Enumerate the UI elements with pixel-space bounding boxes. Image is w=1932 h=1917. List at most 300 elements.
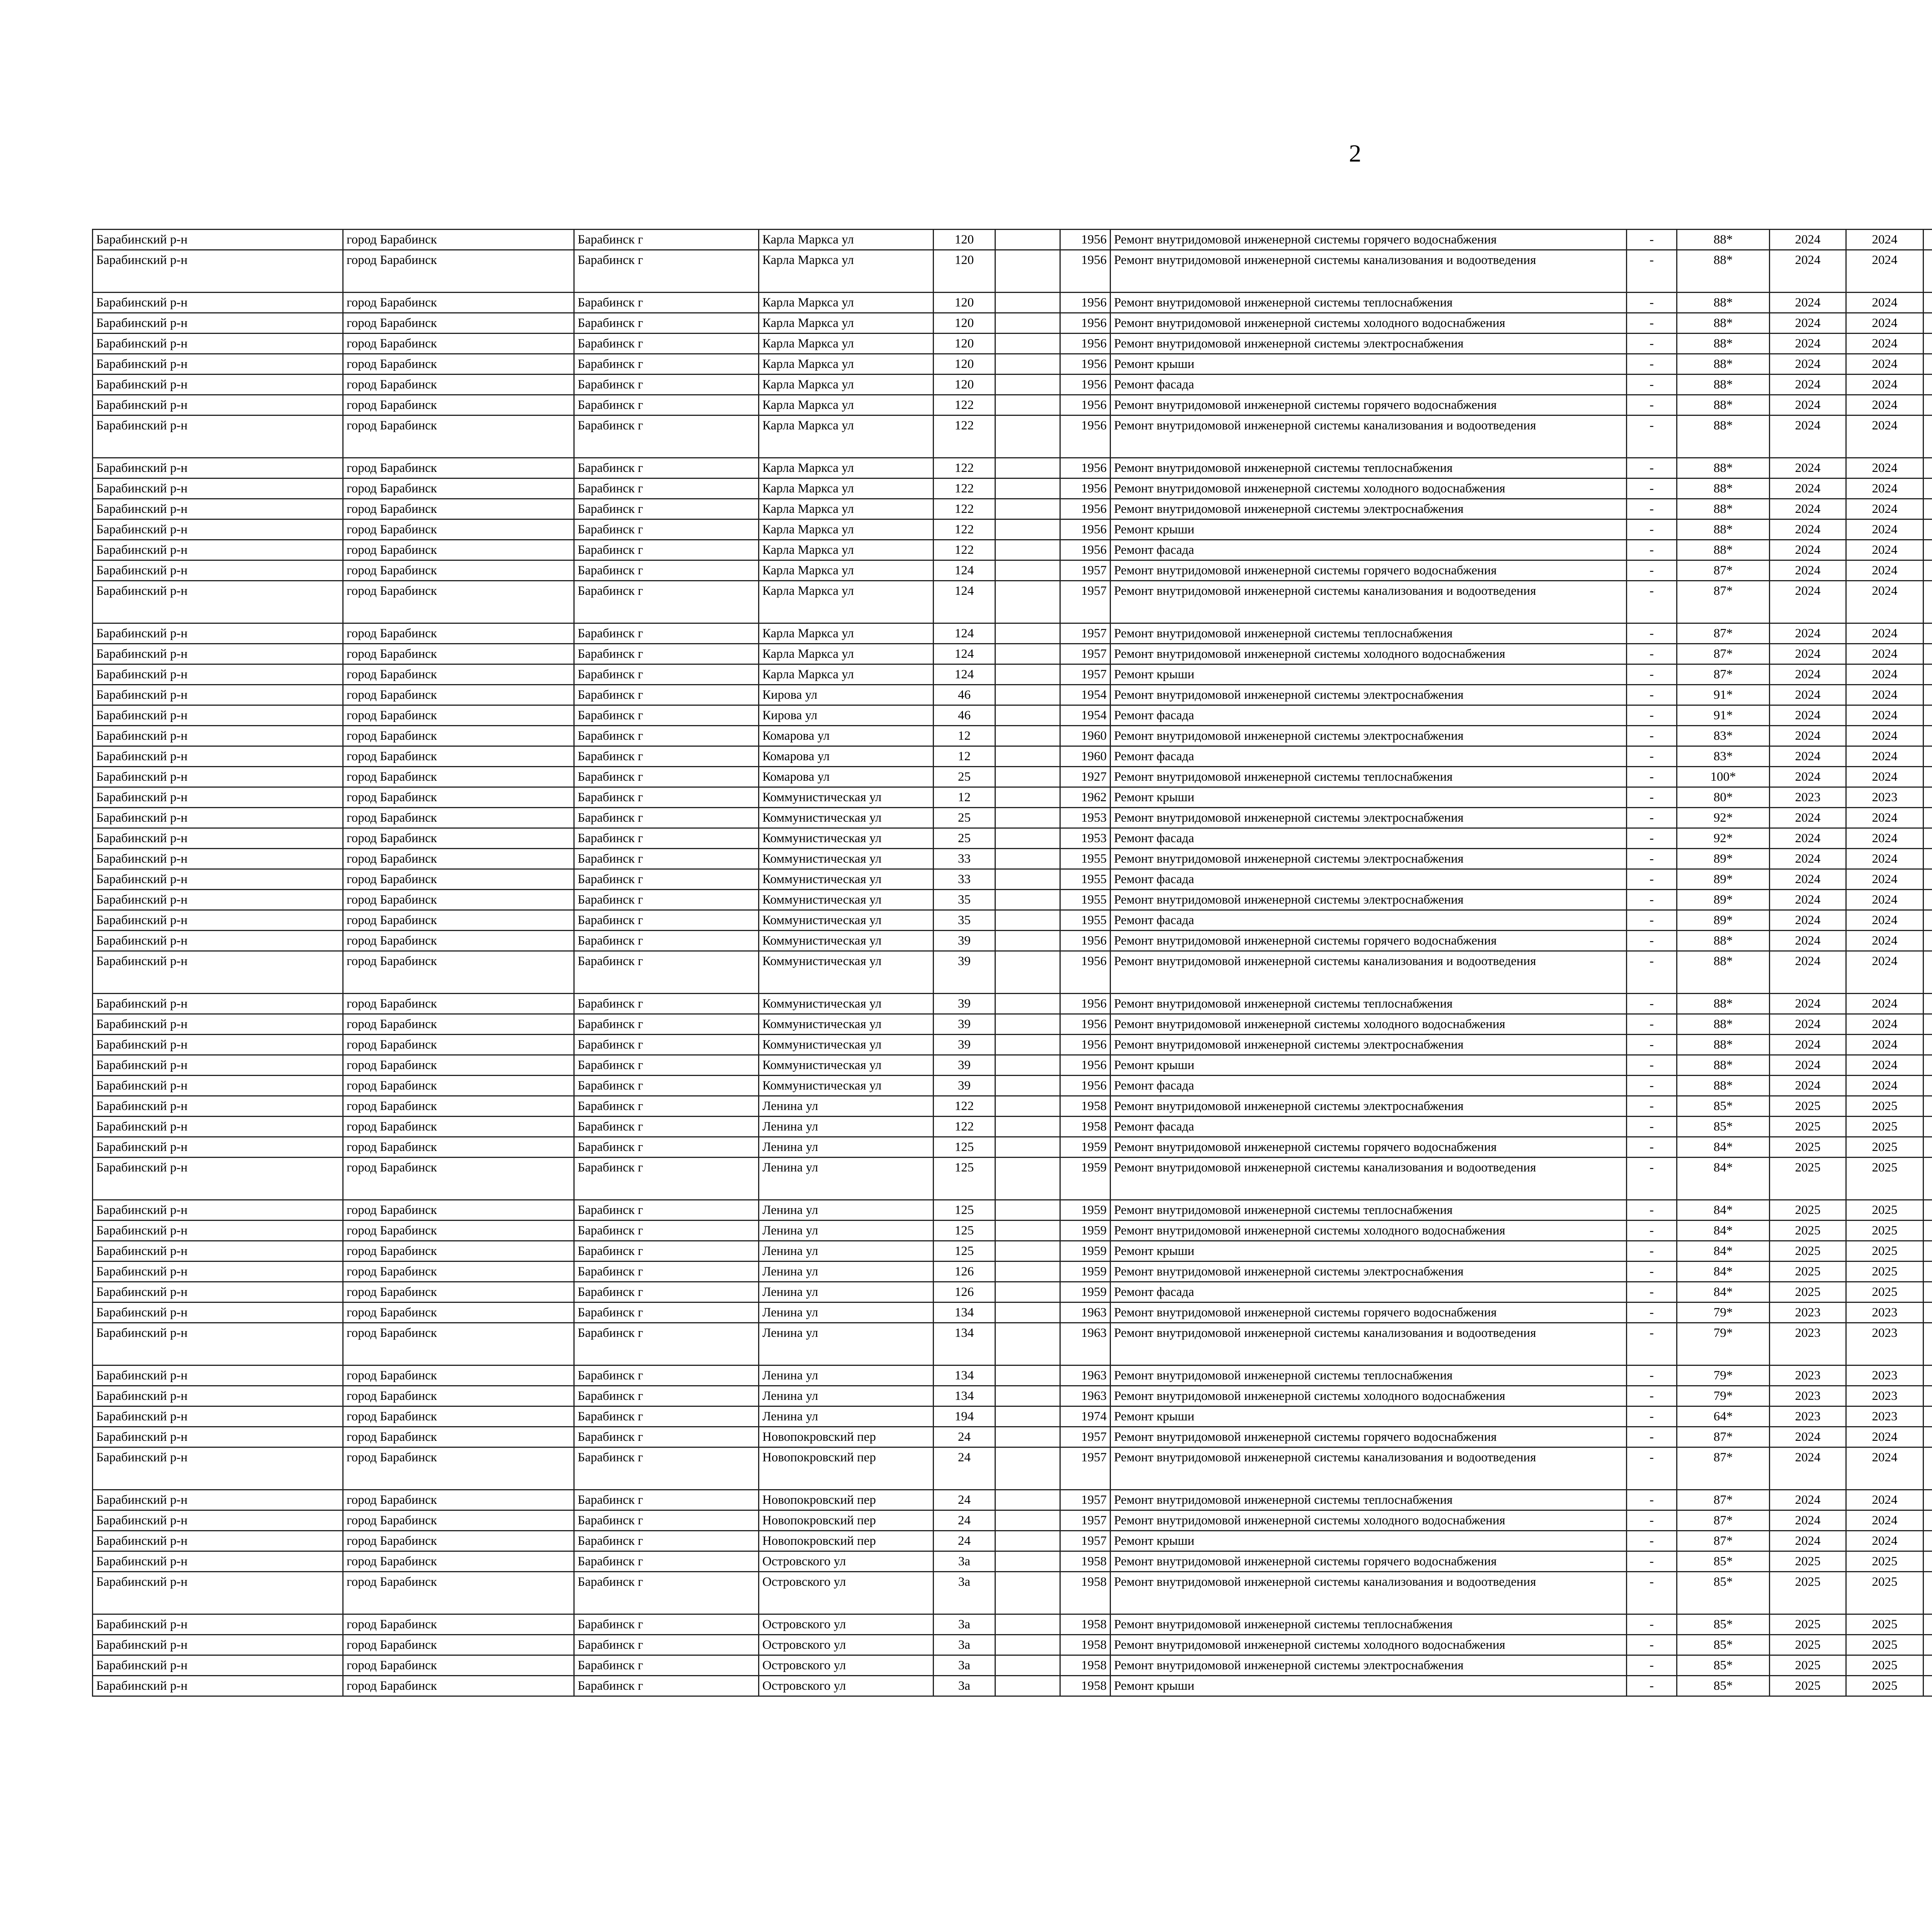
municipality-cell: город Барабинск bbox=[343, 705, 574, 726]
municipality-cell: город Барабинск bbox=[343, 664, 574, 685]
plan-year-start-cell: 2024 bbox=[1770, 334, 1846, 354]
district-cell: Барабинский р-н bbox=[93, 1676, 343, 1696]
table-row bbox=[93, 375, 1932, 395]
street-cell: Коммунистическая ул bbox=[759, 1035, 934, 1055]
dash-cell-cell: - bbox=[1627, 458, 1677, 478]
settlement-cell: Барабинск г bbox=[574, 828, 759, 849]
district-cell: Барабинский р-н bbox=[93, 1014, 343, 1035]
house-number-cell: 39 bbox=[934, 1055, 995, 1076]
settlement-cell: Барабинск г bbox=[574, 1386, 759, 1406]
year-built-cell: 1963 bbox=[1060, 1323, 1111, 1365]
house-number-cell: 12 bbox=[934, 746, 995, 767]
municipality-cell: город Барабинск bbox=[343, 1510, 574, 1531]
house-letter-cell bbox=[995, 726, 1060, 746]
plan-year-start-cell: 2024 bbox=[1770, 951, 1846, 994]
year-built-cell: 1959 bbox=[1060, 1221, 1111, 1241]
plan-year-start-cell: 2024 bbox=[1770, 230, 1846, 250]
house-letter-cell bbox=[995, 1221, 1060, 1241]
settlement-cell: Барабинск г bbox=[574, 808, 759, 828]
work-type-cell: Ремонт крыши bbox=[1111, 1055, 1627, 1076]
district-cell: Барабинский р-н bbox=[93, 1323, 343, 1365]
wear-percent-cell: 88* bbox=[1677, 1055, 1770, 1076]
plan-year-start-cell: 2024 bbox=[1770, 808, 1846, 828]
settlement-cell: Барабинск г bbox=[574, 1282, 759, 1302]
year-built-cell: 1957 bbox=[1060, 1447, 1111, 1490]
wear-percent-cell: 85* bbox=[1677, 1614, 1770, 1635]
municipality-cell: город Барабинск bbox=[343, 644, 574, 664]
district-cell: Барабинский р-н bbox=[93, 1282, 343, 1302]
cost-total-cell bbox=[1923, 849, 1932, 869]
settlement-cell: Барабинск г bbox=[574, 499, 759, 519]
house-number-cell: 39 bbox=[934, 1076, 995, 1096]
house-letter-cell bbox=[995, 1055, 1060, 1076]
house-number-cell: 35 bbox=[934, 910, 995, 931]
house-letter-cell bbox=[995, 1241, 1060, 1262]
year-built-cell: 1958 bbox=[1060, 1096, 1111, 1117]
plan-year-end-cell: 2024 bbox=[1846, 581, 1923, 623]
plan-year-start-cell: 2024 bbox=[1770, 1490, 1846, 1510]
house-letter-cell bbox=[995, 1551, 1060, 1572]
street-cell: Карла Маркса ул bbox=[759, 354, 934, 375]
house-letter-cell bbox=[995, 1655, 1060, 1676]
year-built-cell: 1959 bbox=[1060, 1241, 1111, 1262]
plan-year-start-cell: 2024 bbox=[1770, 931, 1846, 951]
work-type-cell: Ремонт внутридомовой инженерной системы теплоснабжения bbox=[1111, 767, 1627, 787]
plan-year-start-cell: 2024 bbox=[1770, 293, 1846, 313]
street-cell: Новопокровский пер bbox=[759, 1510, 934, 1531]
plan-year-start-cell: 2024 bbox=[1770, 910, 1846, 931]
cost-total-cell bbox=[1923, 685, 1932, 705]
street-cell: Новопокровский пер bbox=[759, 1427, 934, 1447]
plan-year-end-cell: 2024 bbox=[1846, 705, 1923, 726]
district-cell: Барабинский р-н bbox=[93, 540, 343, 560]
plan-year-end-cell: 2024 bbox=[1846, 1076, 1923, 1096]
wear-percent-cell: 79* bbox=[1677, 1365, 1770, 1386]
year-built-cell: 1959 bbox=[1060, 1282, 1111, 1302]
settlement-cell: Барабинск г bbox=[574, 1531, 759, 1551]
work-type-cell: Ремонт внутридомовой инженерной системы горячего водоснабжения bbox=[1111, 1427, 1627, 1447]
dash-cell-cell: - bbox=[1627, 1655, 1677, 1676]
wear-percent-cell: 88* bbox=[1677, 1035, 1770, 1055]
cost-total-cell bbox=[1923, 1614, 1932, 1635]
plan-year-start-cell: 2024 bbox=[1770, 1014, 1846, 1035]
municipality-cell: город Барабинск bbox=[343, 230, 574, 250]
municipality-cell: город Барабинск bbox=[343, 1614, 574, 1635]
work-type-cell: Ремонт внутридомовой инженерной системы электроснабжения bbox=[1111, 1655, 1627, 1676]
year-built-cell: 1958 bbox=[1060, 1614, 1111, 1635]
municipality-cell: город Барабинск bbox=[343, 581, 574, 623]
dash-cell-cell: - bbox=[1627, 1158, 1677, 1200]
work-type-cell: Ремонт внутридомовой инженерной системы канализования и водоотведения bbox=[1111, 951, 1627, 994]
district-cell: Барабинский р-н bbox=[93, 1241, 343, 1262]
table-row bbox=[93, 994, 1932, 1014]
street-cell: Комарова ул bbox=[759, 767, 934, 787]
dash-cell-cell: - bbox=[1627, 313, 1677, 334]
house-letter-cell bbox=[995, 1386, 1060, 1406]
dash-cell-cell: - bbox=[1627, 478, 1677, 499]
house-number-cell: 122 bbox=[934, 458, 995, 478]
cost-total-cell bbox=[1923, 458, 1932, 478]
plan-year-end-cell: 2025 bbox=[1846, 1137, 1923, 1158]
house-letter-cell bbox=[995, 519, 1060, 540]
house-letter-cell bbox=[995, 540, 1060, 560]
district-cell: Барабинский р-н bbox=[93, 560, 343, 581]
work-type-cell: Ремонт внутридомовой инженерной системы электроснабжения bbox=[1111, 334, 1627, 354]
house-number-cell: 122 bbox=[934, 519, 995, 540]
year-built-cell: 1958 bbox=[1060, 1655, 1111, 1676]
year-built-cell: 1957 bbox=[1060, 1531, 1111, 1551]
house-number-cell: 120 bbox=[934, 375, 995, 395]
street-cell: Островского ул bbox=[759, 1572, 934, 1614]
house-letter-cell bbox=[995, 685, 1060, 705]
dash-cell-cell: - bbox=[1627, 1262, 1677, 1282]
work-type-cell: Ремонт внутридомовой инженерной системы канализования и водоотведения bbox=[1111, 1447, 1627, 1490]
plan-year-start-cell: 2024 bbox=[1770, 499, 1846, 519]
work-type-cell: Ремонт внутридомовой инженерной системы теплоснабжения bbox=[1111, 293, 1627, 313]
table-row bbox=[93, 787, 1932, 808]
plan-year-start-cell: 2024 bbox=[1770, 746, 1846, 767]
municipality-cell: город Барабинск bbox=[343, 1572, 574, 1614]
district-cell: Барабинский р-н bbox=[93, 375, 343, 395]
cost-total-cell bbox=[1923, 560, 1932, 581]
house-number-cell: 120 bbox=[934, 354, 995, 375]
cost-total-cell bbox=[1923, 1055, 1932, 1076]
street-cell: Островского ул bbox=[759, 1635, 934, 1655]
street-cell: Ленина ул bbox=[759, 1096, 934, 1117]
table-row bbox=[93, 1510, 1932, 1531]
house-letter-cell bbox=[995, 910, 1060, 931]
wear-percent-cell: 87* bbox=[1677, 644, 1770, 664]
district-cell: Барабинский р-н bbox=[93, 230, 343, 250]
year-built-cell: 1974 bbox=[1060, 1406, 1111, 1427]
house-number-cell: 39 bbox=[934, 931, 995, 951]
street-cell: Карла Маркса ул bbox=[759, 458, 934, 478]
settlement-cell: Барабинск г bbox=[574, 1137, 759, 1158]
house-letter-cell bbox=[995, 560, 1060, 581]
house-letter-cell bbox=[995, 293, 1060, 313]
cost-total-cell bbox=[1923, 787, 1932, 808]
year-built-cell: 1956 bbox=[1060, 375, 1111, 395]
table-row bbox=[93, 1635, 1932, 1655]
street-cell: Коммунистическая ул bbox=[759, 994, 934, 1014]
plan-year-end-cell: 2024 bbox=[1846, 623, 1923, 644]
dash-cell-cell: - bbox=[1627, 664, 1677, 685]
dash-cell-cell: - bbox=[1627, 869, 1677, 890]
plan-year-start-cell: 2024 bbox=[1770, 869, 1846, 890]
house-letter-cell bbox=[995, 313, 1060, 334]
year-built-cell: 1957 bbox=[1060, 560, 1111, 581]
plan-year-end-cell: 2023 bbox=[1846, 787, 1923, 808]
cost-total-cell bbox=[1923, 828, 1932, 849]
wear-percent-cell: 88* bbox=[1677, 1076, 1770, 1096]
wear-percent-cell: 79* bbox=[1677, 1302, 1770, 1323]
plan-year-end-cell: 2024 bbox=[1846, 1510, 1923, 1531]
house-number-cell: 126 bbox=[934, 1282, 995, 1302]
work-type-cell: Ремонт внутридомовой инженерной системы теплоснабжения bbox=[1111, 458, 1627, 478]
dash-cell-cell: - bbox=[1627, 746, 1677, 767]
table-row bbox=[93, 869, 1932, 890]
cost-total-cell bbox=[1923, 1655, 1932, 1676]
dash-cell-cell: - bbox=[1627, 1200, 1677, 1221]
dash-cell-cell: - bbox=[1627, 1427, 1677, 1447]
cost-total-cell bbox=[1923, 313, 1932, 334]
plan-year-start-cell: 2024 bbox=[1770, 1510, 1846, 1531]
table-row bbox=[93, 1551, 1932, 1572]
settlement-cell: Барабинск г bbox=[574, 581, 759, 623]
work-type-cell: Ремонт внутридомовой инженерной системы горячего водоснабжения bbox=[1111, 1137, 1627, 1158]
wear-percent-cell: 85* bbox=[1677, 1117, 1770, 1137]
street-cell: Коммунистическая ул bbox=[759, 787, 934, 808]
settlement-cell: Барабинск г bbox=[574, 685, 759, 705]
year-built-cell: 1958 bbox=[1060, 1676, 1111, 1696]
municipality-cell: город Барабинск bbox=[343, 1676, 574, 1696]
plan-year-end-cell: 2024 bbox=[1846, 478, 1923, 499]
house-letter-cell bbox=[995, 1572, 1060, 1614]
municipality-cell: город Барабинск bbox=[343, 869, 574, 890]
work-type-cell: Ремонт внутридомовой инженерной системы электроснабжения bbox=[1111, 499, 1627, 519]
plan-year-start-cell: 2024 bbox=[1770, 890, 1846, 910]
wear-percent-cell: 88* bbox=[1677, 478, 1770, 499]
dash-cell-cell: - bbox=[1627, 828, 1677, 849]
year-built-cell: 1955 bbox=[1060, 890, 1111, 910]
dash-cell-cell: - bbox=[1627, 1365, 1677, 1386]
year-built-cell: 1956 bbox=[1060, 994, 1111, 1014]
work-type-cell: Ремонт внутридомовой инженерной системы теплоснабжения bbox=[1111, 994, 1627, 1014]
cost-total-cell bbox=[1923, 499, 1932, 519]
year-built-cell: 1954 bbox=[1060, 705, 1111, 726]
street-cell: Карла Маркса ул bbox=[759, 581, 934, 623]
year-built-cell: 1956 bbox=[1060, 951, 1111, 994]
house-letter-cell bbox=[995, 395, 1060, 415]
year-built-cell: 1956 bbox=[1060, 313, 1111, 334]
municipality-cell: город Барабинск bbox=[343, 334, 574, 354]
house-number-cell: 24 bbox=[934, 1427, 995, 1447]
wear-percent-cell: 88* bbox=[1677, 334, 1770, 354]
table-row bbox=[93, 313, 1932, 334]
house-number-cell: 134 bbox=[934, 1302, 995, 1323]
municipality-cell: город Барабинск bbox=[343, 1035, 574, 1055]
house-number-cell: 35 bbox=[934, 890, 995, 910]
settlement-cell: Барабинск г bbox=[574, 726, 759, 746]
municipality-cell: город Барабинск bbox=[343, 1302, 574, 1323]
year-built-cell: 1956 bbox=[1060, 540, 1111, 560]
plan-year-start-cell: 2023 bbox=[1770, 1386, 1846, 1406]
municipality-cell: город Барабинск bbox=[343, 1282, 574, 1302]
table-row bbox=[93, 1427, 1932, 1447]
street-cell: Карла Маркса ул bbox=[759, 540, 934, 560]
year-built-cell: 1956 bbox=[1060, 931, 1111, 951]
municipality-cell: город Барабинск bbox=[343, 726, 574, 746]
wear-percent-cell: 88* bbox=[1677, 519, 1770, 540]
district-cell: Барабинский р-н bbox=[93, 869, 343, 890]
table-row bbox=[93, 685, 1932, 705]
plan-year-start-cell: 2023 bbox=[1770, 1302, 1846, 1323]
year-built-cell: 1958 bbox=[1060, 1551, 1111, 1572]
plan-year-start-cell: 2023 bbox=[1770, 1323, 1846, 1365]
house-letter-cell bbox=[995, 1676, 1060, 1696]
work-type-cell: Ремонт крыши bbox=[1111, 1406, 1627, 1427]
district-cell: Барабинский р-н bbox=[93, 808, 343, 828]
dash-cell-cell: - bbox=[1627, 910, 1677, 931]
settlement-cell: Барабинск г bbox=[574, 1076, 759, 1096]
house-letter-cell bbox=[995, 1282, 1060, 1302]
district-cell: Барабинский р-н bbox=[93, 1158, 343, 1200]
street-cell: Островского ул bbox=[759, 1655, 934, 1676]
work-type-cell: Ремонт внутридомовой инженерной системы электроснабжения bbox=[1111, 1035, 1627, 1055]
district-cell: Барабинский р-н bbox=[93, 250, 343, 293]
dash-cell-cell: - bbox=[1627, 705, 1677, 726]
wear-percent-cell: 84* bbox=[1677, 1262, 1770, 1282]
plan-year-end-cell: 2024 bbox=[1846, 395, 1923, 415]
wear-percent-cell: 84* bbox=[1677, 1137, 1770, 1158]
cost-total-cell bbox=[1923, 1137, 1932, 1158]
cost-total-cell bbox=[1923, 293, 1932, 313]
house-number-cell: 134 bbox=[934, 1386, 995, 1406]
district-cell: Барабинский р-н bbox=[93, 1572, 343, 1614]
year-built-cell: 1956 bbox=[1060, 293, 1111, 313]
district-cell: Барабинский р-н bbox=[93, 313, 343, 334]
year-built-cell: 1963 bbox=[1060, 1302, 1111, 1323]
settlement-cell: Барабинск г bbox=[574, 1302, 759, 1323]
plan-year-start-cell: 2024 bbox=[1770, 849, 1846, 869]
year-built-cell: 1959 bbox=[1060, 1262, 1111, 1282]
wear-percent-cell: 85* bbox=[1677, 1635, 1770, 1655]
house-number-cell: 3а bbox=[934, 1635, 995, 1655]
house-number-cell: 122 bbox=[934, 415, 995, 458]
year-built-cell: 1956 bbox=[1060, 1055, 1111, 1076]
dash-cell-cell: - bbox=[1627, 644, 1677, 664]
house-letter-cell bbox=[995, 1510, 1060, 1531]
dash-cell-cell: - bbox=[1627, 1055, 1677, 1076]
plan-year-start-cell: 2024 bbox=[1770, 1531, 1846, 1551]
house-letter-cell bbox=[995, 458, 1060, 478]
house-number-cell: 24 bbox=[934, 1447, 995, 1490]
house-letter-cell bbox=[995, 623, 1060, 644]
street-cell: Новопокровский пер bbox=[759, 1531, 934, 1551]
wear-percent-cell: 87* bbox=[1677, 1510, 1770, 1531]
wear-percent-cell: 84* bbox=[1677, 1282, 1770, 1302]
house-letter-cell bbox=[995, 230, 1060, 250]
settlement-cell: Барабинск г bbox=[574, 767, 759, 787]
work-type-cell: Ремонт фасада bbox=[1111, 1076, 1627, 1096]
page-number: 2 bbox=[1349, 140, 1361, 167]
municipality-cell: город Барабинск bbox=[343, 354, 574, 375]
district-cell: Барабинский р-н bbox=[93, 1406, 343, 1427]
house-number-cell: 122 bbox=[934, 1117, 995, 1137]
cost-total-cell bbox=[1923, 623, 1932, 644]
district-cell: Барабинский р-н bbox=[93, 1076, 343, 1096]
wear-percent-cell: 83* bbox=[1677, 746, 1770, 767]
cost-total-cell bbox=[1923, 910, 1932, 931]
wear-percent-cell: 91* bbox=[1677, 705, 1770, 726]
dash-cell-cell: - bbox=[1627, 1323, 1677, 1365]
cost-total-cell bbox=[1923, 890, 1932, 910]
work-type-cell: Ремонт внутридомовой инженерной системы канализования и водоотведения bbox=[1111, 581, 1627, 623]
house-number-cell: 122 bbox=[934, 478, 995, 499]
plan-year-start-cell: 2025 bbox=[1770, 1158, 1846, 1200]
cost-total-cell bbox=[1923, 1221, 1932, 1241]
house-letter-cell bbox=[995, 890, 1060, 910]
year-built-cell: 1954 bbox=[1060, 685, 1111, 705]
year-built-cell: 1953 bbox=[1060, 808, 1111, 828]
plan-year-start-cell: 2024 bbox=[1770, 478, 1846, 499]
cost-total-cell bbox=[1923, 230, 1932, 250]
district-cell: Барабинский р-н bbox=[93, 705, 343, 726]
plan-year-end-cell: 2025 bbox=[1846, 1655, 1923, 1676]
district-cell: Барабинский р-н bbox=[93, 746, 343, 767]
plan-year-end-cell: 2024 bbox=[1846, 664, 1923, 685]
year-built-cell: 1963 bbox=[1060, 1386, 1111, 1406]
work-type-cell: Ремонт фасада bbox=[1111, 828, 1627, 849]
plan-year-start-cell: 2025 bbox=[1770, 1572, 1846, 1614]
house-number-cell: 124 bbox=[934, 664, 995, 685]
table-row bbox=[93, 849, 1932, 869]
house-number-cell: 134 bbox=[934, 1323, 995, 1365]
table-row bbox=[93, 581, 1932, 623]
municipality-cell: город Барабинск bbox=[343, 828, 574, 849]
wear-percent-cell: 91* bbox=[1677, 685, 1770, 705]
wear-percent-cell: 85* bbox=[1677, 1096, 1770, 1117]
settlement-cell: Барабинск г bbox=[574, 931, 759, 951]
district-cell: Барабинский р-н bbox=[93, 849, 343, 869]
wear-percent-cell: 87* bbox=[1677, 664, 1770, 685]
dash-cell-cell: - bbox=[1627, 808, 1677, 828]
street-cell: Карла Маркса ул bbox=[759, 478, 934, 499]
street-cell: Комарова ул bbox=[759, 746, 934, 767]
plan-year-start-cell: 2025 bbox=[1770, 1200, 1846, 1221]
year-built-cell: 1956 bbox=[1060, 478, 1111, 499]
dash-cell-cell: - bbox=[1627, 1386, 1677, 1406]
table-row bbox=[93, 1406, 1932, 1427]
settlement-cell: Барабинск г bbox=[574, 1035, 759, 1055]
district-cell: Барабинский р-н bbox=[93, 415, 343, 458]
wear-percent-cell: 87* bbox=[1677, 1427, 1770, 1447]
dash-cell-cell: - bbox=[1627, 787, 1677, 808]
municipality-cell: город Барабинск bbox=[343, 375, 574, 395]
table-row bbox=[93, 540, 1932, 560]
house-number-cell: 3а bbox=[934, 1614, 995, 1635]
house-letter-cell bbox=[995, 1158, 1060, 1200]
street-cell: Ленина ул bbox=[759, 1323, 934, 1365]
house-letter-cell bbox=[995, 849, 1060, 869]
cost-total-cell bbox=[1923, 1490, 1932, 1510]
dash-cell-cell: - bbox=[1627, 767, 1677, 787]
work-type-cell: Ремонт фасада bbox=[1111, 540, 1627, 560]
house-letter-cell bbox=[995, 1614, 1060, 1635]
wear-percent-cell: 85* bbox=[1677, 1572, 1770, 1614]
municipality-cell: город Барабинск bbox=[343, 951, 574, 994]
house-letter-cell bbox=[995, 1447, 1060, 1490]
plan-year-start-cell: 2023 bbox=[1770, 787, 1846, 808]
settlement-cell: Барабинск г bbox=[574, 1262, 759, 1282]
district-cell: Барабинский р-н bbox=[93, 1386, 343, 1406]
table-row bbox=[93, 1490, 1932, 1510]
house-number-cell: 24 bbox=[934, 1510, 995, 1531]
municipality-cell: город Барабинск bbox=[343, 1200, 574, 1221]
wear-percent-cell: 88* bbox=[1677, 354, 1770, 375]
house-letter-cell bbox=[995, 664, 1060, 685]
work-type-cell: Ремонт внутридомовой инженерной системы канализования и водоотведения bbox=[1111, 415, 1627, 458]
street-cell: Карла Маркса ул bbox=[759, 334, 934, 354]
plan-year-start-cell: 2024 bbox=[1770, 1055, 1846, 1076]
house-letter-cell bbox=[995, 1365, 1060, 1386]
plan-year-start-cell: 2025 bbox=[1770, 1221, 1846, 1241]
year-built-cell: 1956 bbox=[1060, 230, 1111, 250]
dash-cell-cell: - bbox=[1627, 1302, 1677, 1323]
district-cell: Барабинский р-н bbox=[93, 334, 343, 354]
dash-cell-cell: - bbox=[1627, 1676, 1677, 1696]
cost-total-cell bbox=[1923, 581, 1932, 623]
